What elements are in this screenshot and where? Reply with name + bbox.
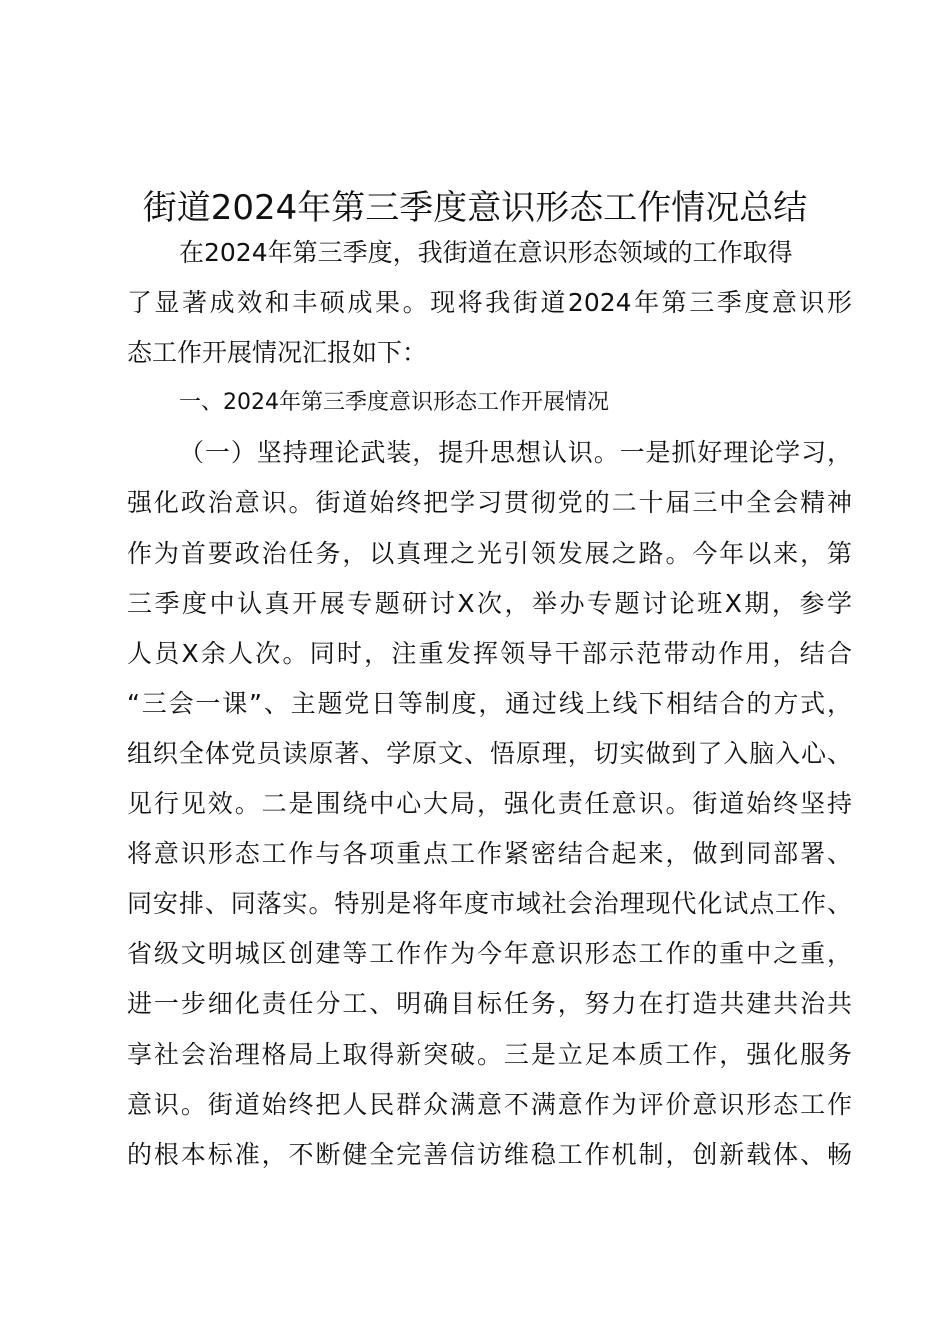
paragraph-1-line-1: 在2024年第三季度，我街道在意识形态领域的工作取得 xyxy=(179,238,793,267)
paragraph-2-line-5: 人员X余人次。同时，注重发挥领导干部示范带动作用，结合 xyxy=(127,638,852,668)
paragraph-2-line-8: 见行见效。二是围绕中心大局，强化责任意识。街道始终坚持 xyxy=(127,789,852,819)
paragraph-2-line-9: 将意识形态工作与各项重点工作紧密结合起来，做到同部署、 xyxy=(127,839,852,869)
section-heading-1: 一、2024年第三季度意识形态工作开展情况 xyxy=(179,390,609,416)
paragraph-2-line-11: 省级文明城区创建等工作作为今年意识形态工作的重中之重， xyxy=(127,939,852,969)
paragraph-2-line-13: 享社会治理格局上取得新突破。三是立足本质工作，强化服务 xyxy=(127,1039,852,1069)
paragraph-2-line-2: 强化政治意识。街道始终把学习贯彻党的二十届三中全会精神 xyxy=(127,488,852,518)
paragraph-2-line-14: 意识。街道始终把人民群众满意不满意作为评价意识形态工作 xyxy=(127,1089,852,1119)
paragraph-2-line-6: “三会一课”、主题党日等制度，通过线上线下相结合的方式， xyxy=(127,688,852,718)
paragraph-2-line-7: 组织全体党员读原著、学原文、悟原理，切实做到了入脑入心、 xyxy=(127,738,852,768)
paragraph-2-line-10: 同安排、同落实。特别是将年度市域社会治理现代化试点工作、 xyxy=(127,889,852,919)
document-title: 街道2024年第三季度意识形态工作情况总结 xyxy=(142,188,808,228)
document-body xyxy=(127,228,852,1180)
paragraph-2-line-3: 作为首要政治任务，以真理之光引领发展之路。今年以来，第 xyxy=(127,538,852,568)
paragraph-2-line-12: 进一步细化责任分工、明确目标任务，努力在打造共建共治共 xyxy=(127,989,852,1019)
paragraph-2-line-1: （一）坚持理论武装，提升思想认识。一是抓好理论学习， xyxy=(179,438,852,468)
paragraph-2-line-4: 三季度中认真开展专题研讨X次，举办专题讨论班X期，参学 xyxy=(127,588,852,618)
paragraph-1-line-3: 态工作开展情况汇报如下： xyxy=(127,338,428,368)
paragraph-1-line-2: 了显著成效和丰硕成果。现将我街道2024年第三季度意识形 xyxy=(127,288,852,318)
paragraph-2-line-15: 的根本标准，不断健全完善信访维稳工作机制，创新载体、畅 xyxy=(127,1139,852,1169)
